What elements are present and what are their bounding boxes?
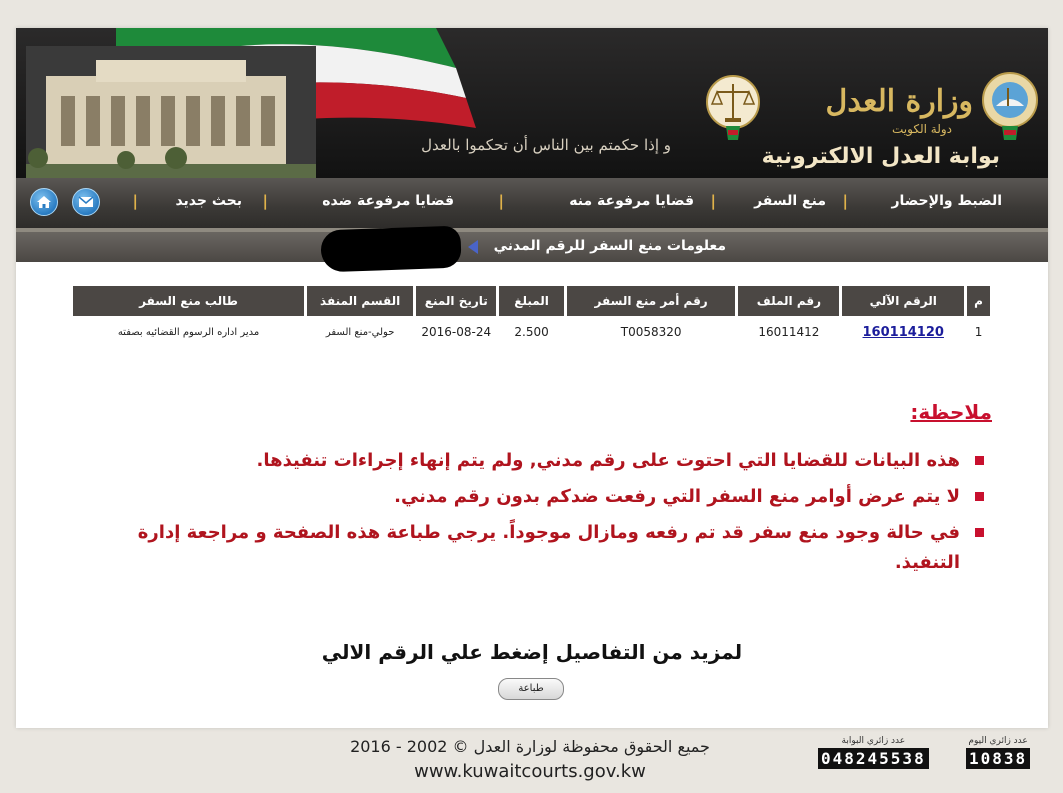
nav-separator: | xyxy=(262,192,268,210)
nav-item-travel-ban[interactable]: منع السفر xyxy=(754,193,826,209)
column-header: الرقم الآلي xyxy=(842,286,964,316)
kuwait-emblem-icon xyxy=(980,70,1040,142)
cell-amount: 2.500 xyxy=(514,325,549,339)
nav-item-new-search[interactable]: بحث جديد xyxy=(175,193,242,209)
cell-requester: مدير اداره الرسوم القضائيه بصفته xyxy=(117,326,260,338)
section-title-bar xyxy=(16,232,1048,262)
column-header: رقم أمر منع السفر xyxy=(567,286,736,316)
today-visitors-label: عدد زائري اليوم xyxy=(968,736,1028,746)
table-header-row xyxy=(73,286,990,316)
note-text: هذه البيانات للقضايا التي احتوت على رقم مدني, ولم يتم إنهاء إجراءات تنفيذها. xyxy=(256,450,960,471)
cell-index: 1 xyxy=(974,325,983,339)
nav-item-cases-against[interactable]: قضايا مرفوعة ضده xyxy=(322,193,454,209)
scales-of-justice-icon xyxy=(704,74,762,142)
bullet-icon xyxy=(975,456,984,465)
nav-item-arrest[interactable]: الضبط والإحضار xyxy=(891,193,1002,209)
notes-heading: ملاحظة: xyxy=(910,400,992,424)
column-header: المبلغ xyxy=(499,286,564,316)
nav-separator: | xyxy=(710,192,716,210)
nav-separator: | xyxy=(132,192,138,210)
motto-text: و إذا حكمتم بين الناس أن تحكموا بالعدل xyxy=(421,136,671,154)
portal-name: بوابة العدل الالكترونية xyxy=(761,144,1000,169)
cell-auto-number xyxy=(842,316,964,348)
more-details-text: لمزيد من التفاصيل إضغط علي الرقم الالي xyxy=(321,640,743,664)
nav-separator: | xyxy=(498,192,504,210)
today-visitors-counter xyxy=(966,736,1030,769)
portal-visitors-label: عدد زائري البوابة xyxy=(841,736,906,746)
note-text: في حالة وجود منع سفر قد تم رفعه ومازال موجوداً. يرجي طباعة هذه الصفحة و مراجعة إدارة التنفيذ. xyxy=(137,522,960,573)
note-text: لا يتم عرض أوامر منع السفر التي رفعت ضدكم بدون رقم مدني. xyxy=(394,486,960,507)
column-header: تاريخ المنع xyxy=(416,286,496,316)
bullet-icon xyxy=(975,528,984,537)
bullet-icon xyxy=(975,492,984,501)
website-url: www.kuwaitcourts.gov.kw xyxy=(414,761,646,782)
page-frame xyxy=(16,28,1048,728)
cell-order-number: T0058320 xyxy=(620,325,682,339)
state-name: دولة الكويت xyxy=(892,122,952,136)
nav-item-cases-by[interactable]: قضايا مرفوعة منه xyxy=(569,193,694,209)
nav-separator: | xyxy=(842,192,848,210)
note-item xyxy=(126,482,986,512)
copyright-text: جميع الحقوق محفوظة لوزارة العدل © 2002 - 2016 xyxy=(350,737,710,756)
court-building-image xyxy=(26,46,316,178)
note-item xyxy=(126,518,986,578)
column-header: طالب منع السفر xyxy=(73,286,304,316)
ministry-name: وزارة العدل xyxy=(825,84,973,119)
cell-date: 2016-08-24 xyxy=(421,325,492,339)
cell-file-number: 16011412 xyxy=(758,325,820,339)
cell-department: حولي-منع السفر xyxy=(325,326,395,338)
mail-icon[interactable] xyxy=(72,188,100,216)
header-banner xyxy=(16,28,1048,178)
column-header: م xyxy=(967,286,990,316)
arrow-left-icon xyxy=(468,240,478,254)
home-icon[interactable] xyxy=(30,188,58,216)
redaction-mark xyxy=(320,226,461,273)
today-visitors-value: 10838 xyxy=(966,748,1030,769)
main-navigation xyxy=(16,178,1048,232)
section-title: معلومات منع السفر للرقم المدني xyxy=(493,238,726,254)
column-header: القسم المنفذ xyxy=(307,286,413,316)
note-item xyxy=(126,446,986,476)
portal-visitors-counter xyxy=(818,736,929,769)
column-header: رقم الملف xyxy=(738,286,839,316)
notes-list xyxy=(126,446,986,584)
travel-ban-table xyxy=(70,286,993,348)
table-row xyxy=(73,316,990,348)
portal-visitors-value: 048245538 xyxy=(818,748,929,769)
auto-number-link[interactable]: 160114120 xyxy=(862,324,944,340)
print-button[interactable]: طباعة xyxy=(498,678,564,700)
